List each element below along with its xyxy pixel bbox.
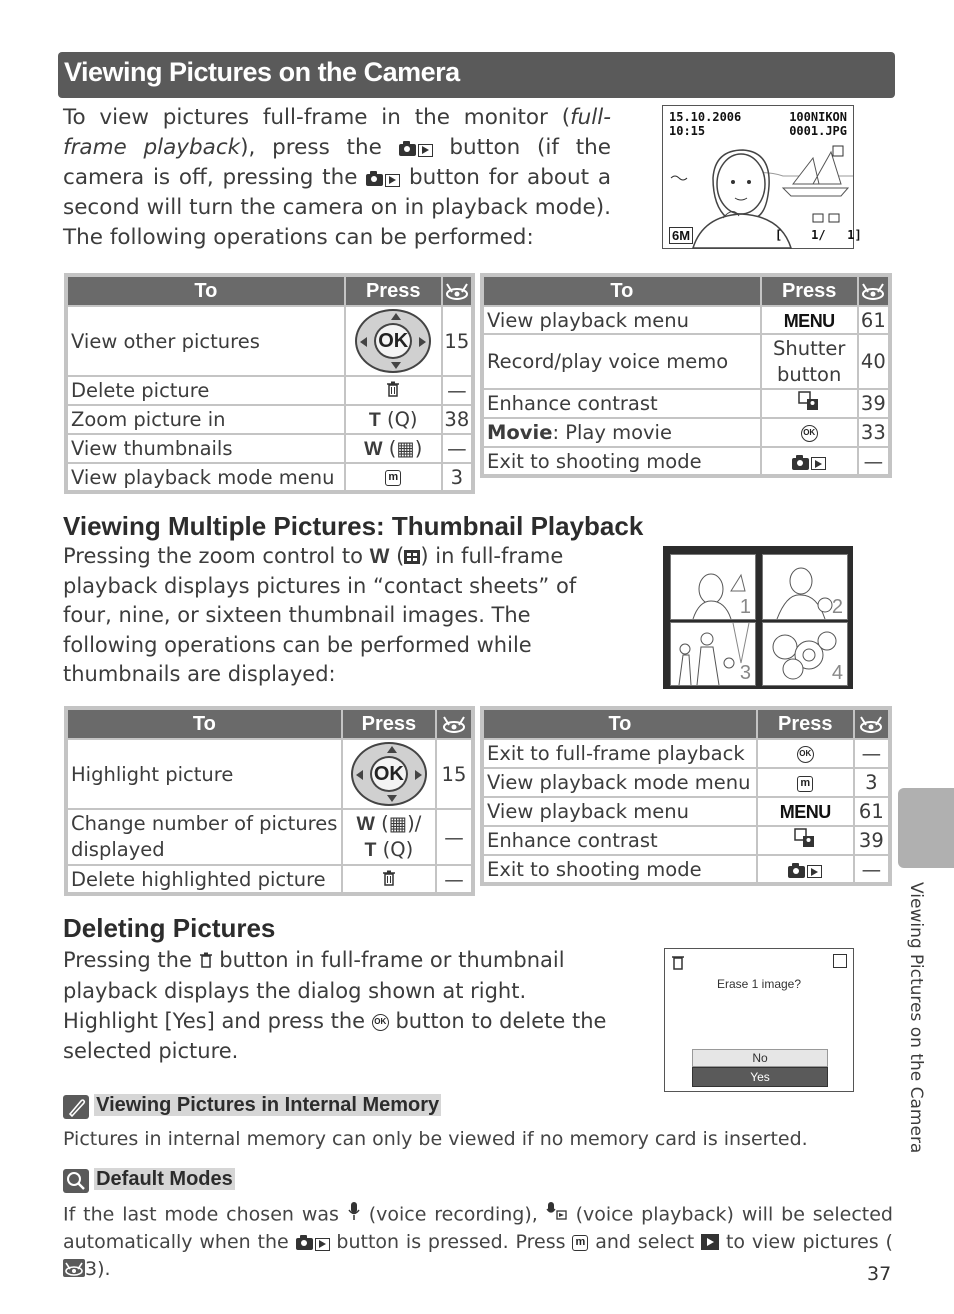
table-row [482,739,890,768]
table-row [482,855,890,884]
dialog-no-option[interactable]: No [692,1049,828,1067]
deleting-paragraph [63,945,615,1066]
table-row [66,405,473,434]
monitor-frame-total: 1 [847,228,855,242]
op-label [66,809,342,865]
page-ref: 40 [858,334,890,389]
thumbnail-icon: (▦) [388,436,423,460]
mode-m-icon: m [572,1235,588,1251]
thumbs-text-1: Pressing the zoom control to [63,544,363,568]
magnify-icon: (Q) [382,838,414,861]
contrast-icon [757,826,854,855]
table-row [482,826,890,855]
op-label: Delete highlighted picture [66,865,342,894]
zoom-tele-button-label [346,837,432,863]
page-ref: — [436,809,473,865]
page-ref: 39 [854,826,890,855]
deleting-section-heading: Deleting Pictures [63,913,276,943]
table-row [482,418,890,447]
page-ref-icon [854,708,890,739]
op-label: View playback menu [482,306,761,334]
note-heading: Default Modes [96,1168,233,1190]
page-ref-icon [858,275,890,306]
op-label-rest: : Play movie [552,421,672,444]
col-header-to: To [66,275,345,306]
default-text-1: If the last mode chosen was [63,1203,339,1226]
table-row [66,809,473,865]
press-key: T [364,839,377,861]
page-title-bar [58,52,895,98]
camera-playback-icon [366,174,400,187]
page-title: Viewing Pictures on the Camera [64,57,460,87]
default-text-2: (voice recording), [368,1203,538,1226]
press-cell [345,306,442,376]
mode-m-icon: m [385,470,401,486]
col-header-press: Press [757,708,854,739]
dialog-yes-option[interactable]: Yes [692,1067,828,1087]
trash-icon [345,376,442,405]
op-label: Enhance contrast [482,389,761,418]
intro-text-5: button for about a second will turn the camera on in playback mode). The following operations can be performed: [63,165,612,250]
op-label: View playback menu [482,797,757,826]
op-label: Exit to shooting mode [482,855,757,884]
col-header-press: Press [345,275,442,306]
delete-text-1: Pressing the [63,948,192,972]
op-label-bold: Movie [487,421,553,444]
op-label: View thumbnails [66,434,345,463]
thumbnail [670,622,756,686]
page-ref: 61 [858,306,890,334]
thumbnail-icon [404,550,420,564]
mode-m-icon: m [797,776,813,792]
table-row [66,306,473,376]
intro-text-italic: full-frame playback [63,105,611,160]
shutter-label-1: Shutter [772,336,846,360]
page-ref: — [858,447,890,476]
page-ref: 61 [854,797,890,826]
thumbnail-operations-table-left [64,706,475,896]
monitor-folder: 100NIKON [789,110,847,124]
thumbnail-number: 4 [831,662,843,684]
op-label: Exit to shooting mode [482,447,761,476]
page-ref: — [442,434,473,463]
intro-text-1: To view pictures full-frame in the monitor ( [63,105,571,130]
press-key: W [356,813,375,835]
op-label: View other pictures [66,306,345,376]
zoom-tele-button-label [345,405,442,434]
trash-icon [671,954,685,974]
thumbnail-icon: (▦)/ [381,812,422,835]
note-internal-text: Pictures in internal memory can only be viewed if no memory card is inserted. [63,1128,808,1150]
monitor-filename: 0001.JPG [789,124,847,138]
default-text-4: button is pressed. Press [336,1231,566,1253]
monitor-time: 10:15 [669,124,706,138]
full-frame-operations-table-left [64,273,475,494]
playback-monitor-image: 15.10.2006 10:15 100NIKON 0001.JPG 6M [ 1/ 1] [662,105,854,249]
ok-icon: OK [797,746,814,763]
note-default-modes [63,1168,235,1193]
default-text-7: 3). [85,1258,111,1280]
table-row [66,434,473,463]
thumbnail [762,554,848,620]
page-ref-icon [63,1259,85,1277]
press-key: T [368,408,381,431]
op-label: Zoom picture in [66,405,345,434]
thumbnail-number: 2 [831,596,843,618]
camera-playback-icon [399,144,433,157]
camera-playback-icon [792,457,826,470]
camera-playback-icon [296,1238,330,1251]
table-row [482,334,890,389]
default-text-6: to view pictures ( [725,1231,893,1253]
delete-text-3: button to delete the selected picture. [63,1009,607,1063]
note-internal-memory [63,1094,441,1119]
intro-text-3: ), press the [240,135,382,160]
op-label: Enhance contrast [482,826,757,855]
page-ref: 39 [858,389,890,418]
full-frame-operations-table-right [480,273,892,478]
thumbs-text-2: in full-frame playback displays pictures in “contact sheets” of four, nine, or sixteen thumbnail images. The following operations can be performed while thumbnails are displayed: [63,544,577,686]
op-label [482,418,761,447]
col-header-to: To [66,708,342,739]
shutter-label-2: button [777,362,842,386]
op-label: Record/play voice memo [482,334,761,389]
page-number: 37 [867,1263,892,1285]
side-tab-text: Viewing Pictures on the Camera [906,882,926,1154]
col-header-press: Press [761,275,858,306]
zoom-w-label: W [369,545,390,568]
table-row [482,768,890,797]
page-ref: 3 [442,463,473,492]
op-label: View playback mode menu [66,463,345,492]
side-thumb-tab [898,788,954,868]
table-row [482,306,890,334]
thumbnail [762,622,848,686]
trash-icon [199,946,213,976]
op-label: Highlight picture [66,739,342,809]
default-text-5: and select [595,1231,695,1253]
playback-icon [701,1234,719,1250]
page-ref: — [442,376,473,405]
magnifier-tip-icon [63,1169,89,1193]
table-row [66,739,473,809]
multi-selector-icon: OK [351,742,427,806]
image-size-indicator: 6M [669,227,693,244]
page-ref: 15 [442,306,473,376]
table-row [66,376,473,405]
page-ref: — [854,855,890,884]
ok-icon: OK [801,425,818,442]
menu-button-label: MENU [779,802,831,822]
thumbnail-number: 1 [739,596,751,618]
erase-dialog-image [664,948,854,1092]
page-ref: 38 [442,405,473,434]
dialog-title: Erase 1 image? [716,977,802,991]
page-ref-icon [436,708,473,739]
magnify-icon: (Q) [386,407,418,431]
table-row [66,865,473,894]
ok-icon: OK [372,1014,389,1031]
thumbnail-operations-table-right [480,706,892,886]
monitor-frame-counter: 1/ [811,228,826,242]
table-row [482,797,890,826]
monitor-date: 15.10.2006 [669,110,742,124]
pencil-icon [63,1095,89,1119]
voice-playback-icon [546,1201,568,1229]
table-row [66,463,473,492]
camera-playback-icon [788,865,822,878]
thumbnail [670,554,756,620]
col-header-to: To [482,708,757,739]
page-ref: 15 [436,739,473,809]
intro-text-4: button (if the camera is off, pressing the [63,135,611,190]
page-ref-icon [442,275,473,306]
page-ref: — [436,865,473,894]
thumbnail-section-heading: Viewing Multiple Pictures: Thumbnail Playback [63,511,644,541]
page-ref: 3 [854,768,890,797]
zoom-wide-button-label [346,811,432,837]
contrast-icon [761,389,858,418]
op-label: View playback mode menu [482,768,757,797]
thumbnail-paragraph: Pressing the zoom control to W ( ) in full-frame playback displays pictures in “contact sheets” of four, nine, or sixteen thumbnail images. The following operations can be performed while thumbnails are displayed: [63,544,577,686]
col-header-press: Press [342,708,436,739]
trash-icon [342,865,436,894]
note-default-text [63,1201,893,1283]
col-header-to: To [482,275,761,306]
intro-paragraph [63,103,611,253]
default-text-3: (voice playback) will be selected automatically when the [63,1203,893,1253]
thumbnail-number: 3 [739,662,751,684]
playback-mode-icon [833,954,847,968]
op-label-line1: Change number of pictures [71,812,338,835]
microphone-icon [347,1201,361,1229]
press-key: W [364,437,383,460]
table-row [482,447,890,476]
table-row [482,389,890,418]
page-ref: — [854,739,890,768]
op-label: Exit to full-frame playback [482,739,757,768]
page-ref: 33 [858,418,890,447]
multi-selector-icon: OK [355,309,431,373]
op-label: Delete picture [66,376,345,405]
menu-button-label: MENU [783,310,835,331]
note-heading: Viewing Pictures in Internal Memory [96,1094,440,1116]
op-label-line2: displayed [71,838,165,861]
contact-sheet-image [663,546,853,689]
delete-text-2: button in full-frame or thumbnail playback displays the dialog shown at right. Highlight [Yes] and press the [63,948,565,1033]
zoom-wide-button-label [345,434,442,463]
